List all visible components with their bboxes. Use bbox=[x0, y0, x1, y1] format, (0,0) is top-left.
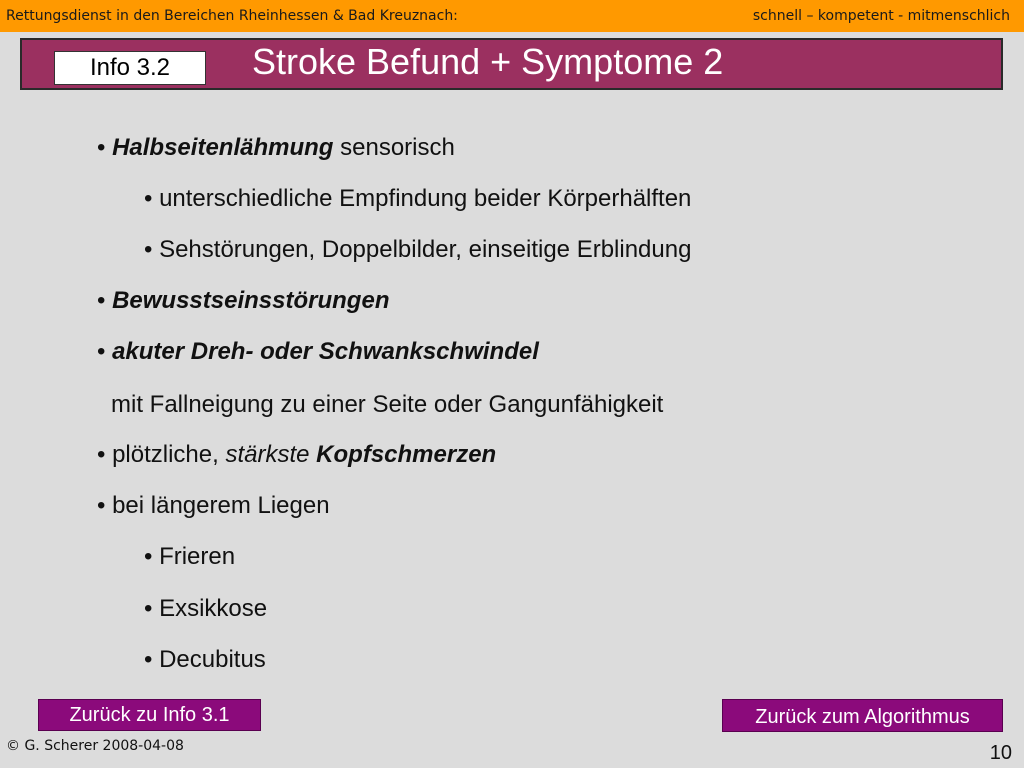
list-item: mit Fallneigung zu einer Seite oder Gangunfähigkeit bbox=[111, 391, 664, 418]
list-item: • unterschiedliche Empfindung beider Körperhälften bbox=[144, 185, 692, 212]
emphasis-text: stärkste bbox=[225, 441, 310, 468]
list-item bbox=[97, 286, 389, 316]
text-prefix: • plötzliche, bbox=[97, 441, 226, 468]
symptom-heading: akuter Dreh- oder Schwankschwindel bbox=[112, 338, 539, 365]
bullet: • bbox=[97, 338, 113, 365]
back-to-info-button[interactable]: Zurück zu Info 3.1 bbox=[38, 699, 261, 731]
symptom-heading: Halbseitenlähmung bbox=[112, 134, 334, 161]
list-item: • Frieren bbox=[144, 543, 236, 570]
list-item bbox=[97, 337, 539, 367]
header-right-text: schnell – kompetent - mitmenschlich bbox=[752, 8, 1010, 24]
page-title: Stroke Befund + Symptome 2 bbox=[252, 41, 724, 82]
list-item: • Sehstörungen, Doppelbilder, einseitige Erblindung bbox=[144, 236, 692, 263]
list-item: • Decubitus bbox=[144, 646, 266, 673]
info-label: Info 3.2 bbox=[54, 51, 206, 85]
page-number: 10 bbox=[989, 742, 1012, 764]
symptom-heading: Bewusstseinsstörungen bbox=[112, 287, 390, 314]
list-item bbox=[97, 440, 496, 470]
list-item bbox=[97, 133, 455, 163]
list-item: • bei längerem Liegen bbox=[97, 492, 330, 519]
bullet: • bbox=[97, 134, 113, 161]
header-bar bbox=[0, 0, 1024, 32]
bullet: • bbox=[97, 287, 113, 314]
list-item: • Exsikkose bbox=[144, 595, 268, 622]
symptom-detail: sensorisch bbox=[333, 134, 455, 161]
back-to-algorithm-button[interactable]: Zurück zum Algorithmus bbox=[722, 699, 1003, 732]
header-left-text: Rettungsdienst in den Bereichen Rheinhessen & Bad Kreuznach: bbox=[6, 8, 458, 24]
symptom-heading: Kopfschmerzen bbox=[316, 441, 497, 468]
copyright-text: © G. Scherer 2008-04-08 bbox=[6, 738, 184, 754]
title-bar bbox=[20, 38, 1003, 90]
